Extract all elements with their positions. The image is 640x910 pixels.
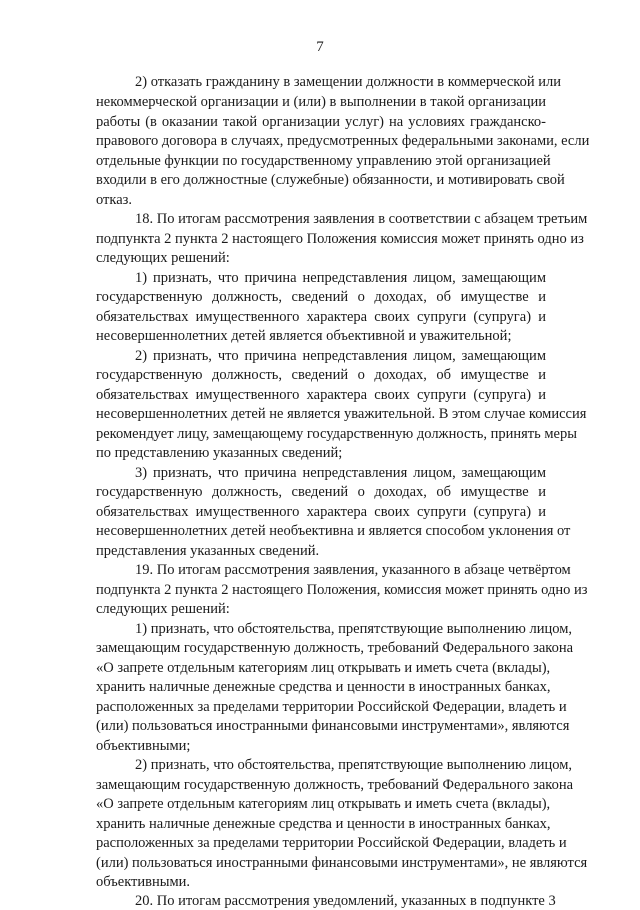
text-line: 3) признать, что причина непредставления лицом, замещающим — [135, 465, 546, 481]
text-line: государственную должность, сведений о доходах, об имуществе и — [96, 484, 546, 500]
text-line: расположенных за пределами территории Российской Федерации, владеть и — [96, 699, 567, 715]
page-number: 7 — [316, 39, 324, 55]
text-line: следующих решений: — [96, 250, 230, 266]
text-line: 2) признать, что причина непредставления лицом, замещающим — [135, 348, 546, 364]
text-line: 1) признать, что причина непредставления лицом, замещающим — [135, 270, 546, 286]
text-line: хранить наличные денежные средства и ценности в иностранных банках, — [96, 816, 551, 832]
text-line: (или) пользоваться иностранными финансовыми инструментами», не являются — [96, 855, 588, 871]
text-line: 18. По итогам рассмотрения заявления в соответствии с абзацем третьим — [135, 211, 588, 227]
text-line: несовершеннолетних детей не является уважительной. В этом случае комиссия — [96, 406, 587, 422]
text-line: следующих решений: — [96, 601, 230, 617]
text-line: несовершеннолетних детей необъективна и является способом уклонения от — [96, 523, 571, 539]
text-line: «О запрете отдельным категориям лиц открывать и иметь счета (вклады), — [96, 660, 551, 676]
text-line: несовершеннолетних детей является объективной и уважительной; — [96, 328, 512, 344]
text-line: обязательствах имущественного характера своих супруги (супруга) и — [96, 309, 546, 325]
text-line: «О запрете отдельным категориям лиц открывать и иметь счета (вклады), — [96, 796, 551, 812]
text-line: входили в его должностные (служебные) обязанности, и мотивировать свой — [96, 172, 565, 188]
text-line: хранить наличные денежные средства и ценности в иностранных банках, — [96, 679, 551, 695]
text-line: 20. По итогам рассмотрения уведомлений, указанных в подпункте 3 — [135, 893, 556, 909]
text-line: подпункта 2 пункта 2 настоящего Положения, комиссия может принять одно из — [96, 582, 588, 598]
text-line: замещающим государственную должность, требований Федерального закона — [96, 640, 574, 656]
text-line: 1) признать, что обстоятельства, препятствующие выполнению лицом, — [135, 621, 573, 637]
text-line: некоммерческой организации и (или) в выполнении в такой организации — [96, 94, 546, 110]
text-line: объективными. — [96, 874, 191, 890]
text-line: рекомендует лицу, замещающему государственную должность, принять меры — [96, 426, 577, 442]
text-line: работы (в оказании такой организации услуг) на условиях гражданско- — [96, 114, 546, 130]
text-line: государственную должность, сведений о доходах, об имуществе и — [96, 289, 546, 305]
text-line: обязательствах имущественного характера своих супруги (супруга) и — [96, 387, 546, 403]
text-line: обязательствах имущественного характера своих супруги (супруга) и — [96, 504, 546, 520]
text-line: 19. По итогам рассмотрения заявления, указанного в абзаце четвёртом — [135, 562, 571, 578]
text-line: замещающим государственную должность, требований Федерального закона — [96, 777, 574, 793]
text-line: 2) отказать гражданину в замещении должности в коммерческой или — [135, 74, 561, 90]
text-line: представления указанных сведений. — [96, 543, 320, 559]
text-line: отдельные функции по государственному управлению этой организацией — [96, 153, 551, 169]
text-line: подпункта 2 пункта 2 настоящего Положения комиссия может принять одно из — [96, 231, 584, 247]
text-line: объективными; — [96, 738, 191, 754]
text-line: по представлению указанных сведений; — [96, 445, 343, 461]
text-line: государственную должность, сведений о доходах, об имуществе и — [96, 367, 546, 383]
text-line: правового договора в случаях, предусмотренных федеральными законами, если — [96, 133, 590, 149]
text-line: отказ. — [96, 192, 133, 208]
text-line: 2) признать, что обстоятельства, препятствующие выполнению лицом, — [135, 757, 573, 773]
text-line: (или) пользоваться иностранными финансовыми инструментами», являются — [96, 718, 570, 734]
text-line: расположенных за пределами территории Российской Федерации, владеть и — [96, 835, 567, 851]
